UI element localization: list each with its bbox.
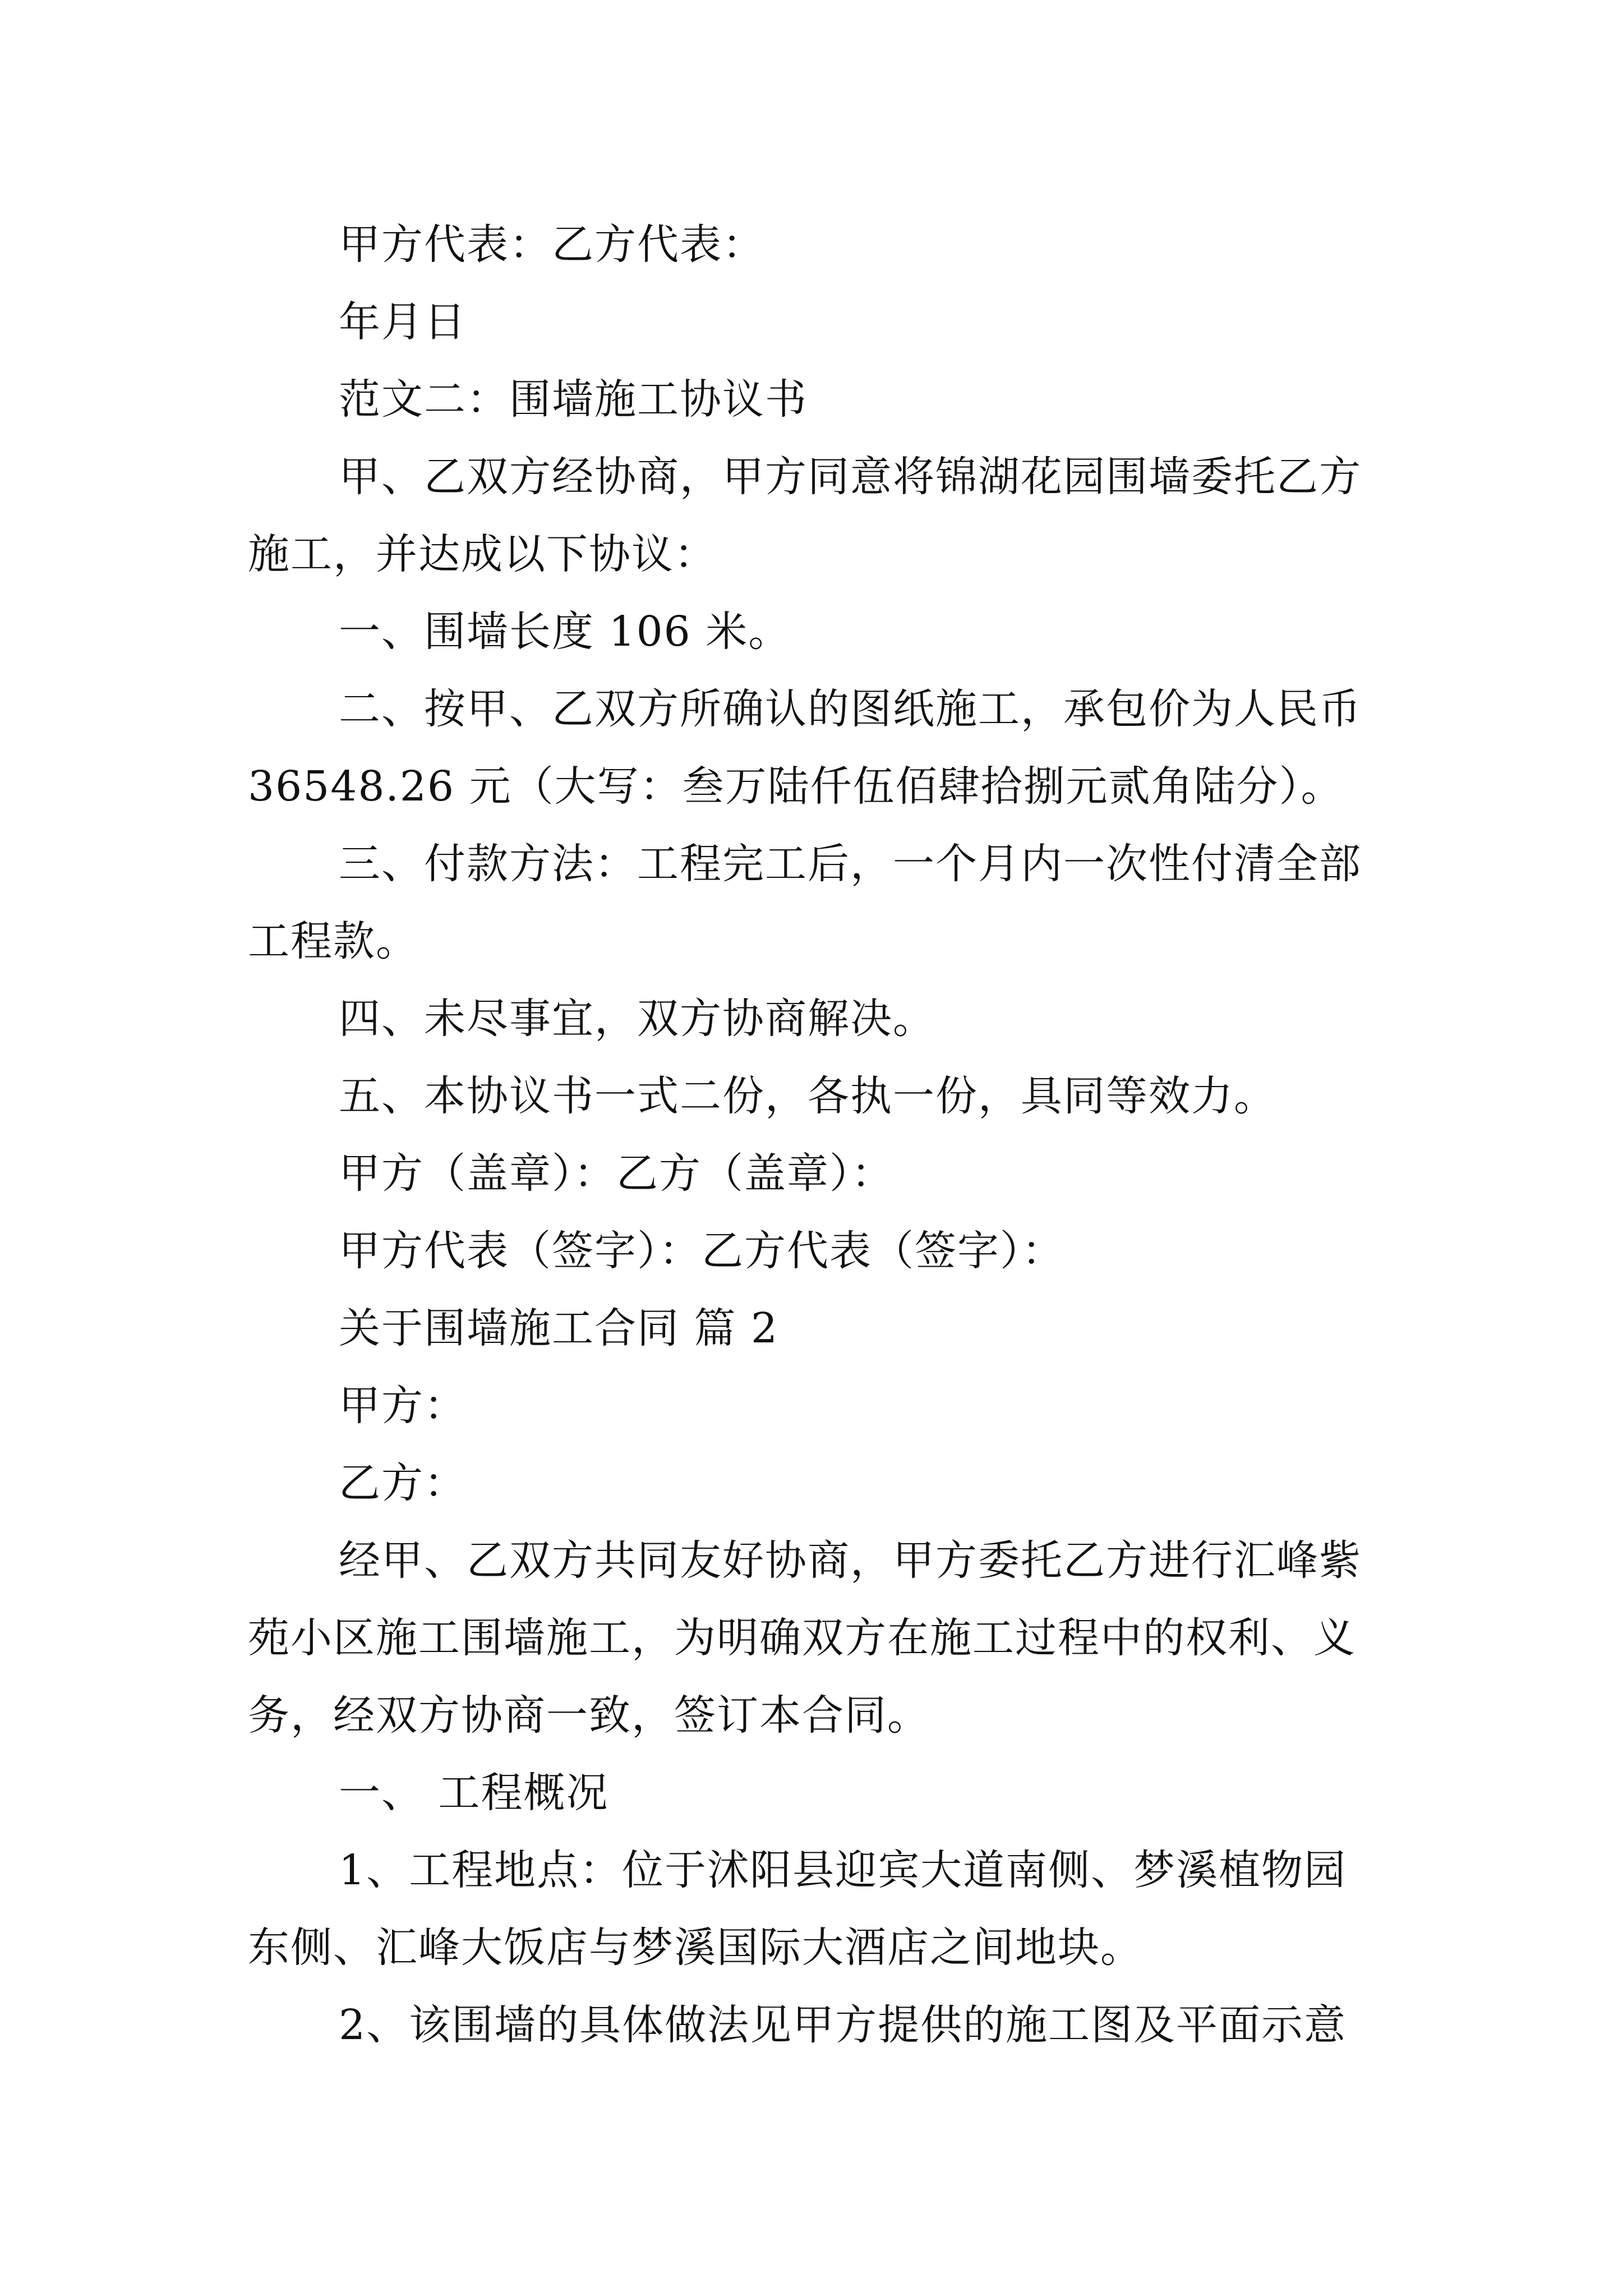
text-line: 务，经双方协商一致，签订本合同。 (248, 1691, 930, 1740)
text-line: 二、按甲、乙双方所确认的图纸施工，承包价为人民币 (339, 685, 1362, 733)
section-heading: 关于围墙施工合同 篇 2 (339, 1304, 779, 1352)
text-line: 苑小区施工围墙施工，为明确双方在施工过程中的权利、义 (248, 1614, 1356, 1662)
text-line: 36548.26 元（大写：叁万陆仟伍佰肆拾捌元贰角陆分）。 (248, 762, 1344, 811)
text-line: 乙方： (339, 1459, 467, 1507)
text-line: 三、付款方法：工程完工后，一个月内一次性付清全部 (339, 840, 1362, 888)
text-line: 范文二：围墙施工协议书 (339, 375, 808, 424)
text-line: 一、围墙长度 106 米。 (339, 608, 791, 656)
text-line: 年月日 (339, 298, 467, 346)
text-line: 2、该围墙的具体做法见甲方提供的施工图及平面示意 (339, 2001, 1347, 2049)
text-line: 甲方： (339, 1382, 467, 1430)
text-line: 经甲、乙双方共同友好协商，甲方委托乙方进行汇峰紫 (339, 1536, 1362, 1585)
text-line: 甲、乙双方经协商，甲方同意将锦湖花园围墙委托乙方 (339, 453, 1362, 501)
text-line: 甲方代表（签字）：乙方代表（签字）： (339, 1227, 1064, 1275)
text-line: 施工，并达成以下协议： (248, 530, 717, 578)
text-line: 五、本协议书一式二份，各执一份，具同等效力。 (339, 1072, 1276, 1120)
text-line: 工程款。 (248, 917, 418, 965)
text-line: 甲方代表：乙方代表： (339, 220, 765, 269)
text-line: 一、 工程概况 (339, 1769, 609, 1817)
text-line: 四、未尽事宜，双方协商解决。 (339, 995, 935, 1043)
text-line: 1、工程地点：位于沭阳县迎宾大道南侧、梦溪植物园 (339, 1846, 1347, 1894)
text-line: 甲方（盖章）：乙方（盖章）： (339, 1149, 894, 1198)
text-line: 东侧、汇峰大饭店与梦溪国际大酒店之间地块。 (248, 1924, 1143, 1972)
